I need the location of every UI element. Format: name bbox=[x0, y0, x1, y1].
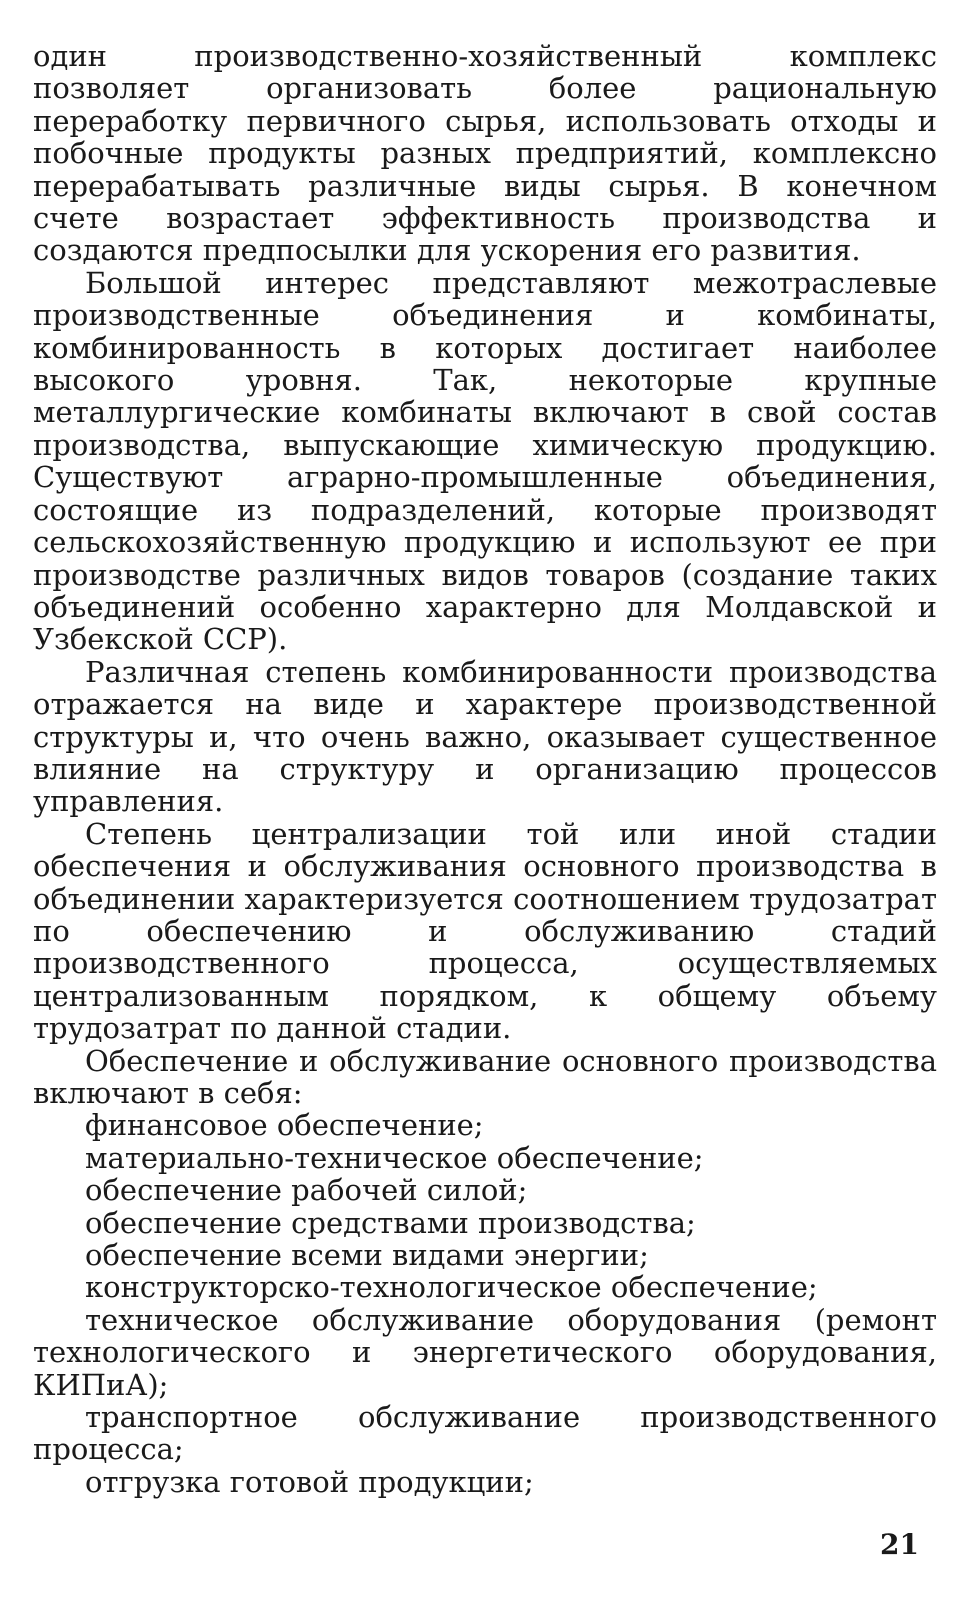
list-item: обеспечение средствами производства; bbox=[85, 1205, 696, 1240]
page-number: 21 bbox=[880, 1528, 919, 1561]
list-item: финансовое обеспечение; bbox=[85, 1108, 484, 1143]
list-item: обеспечение рабочей силой; bbox=[85, 1173, 528, 1208]
list-item: материально-техническое обеспечение; bbox=[85, 1140, 704, 1175]
page-body bbox=[33, 40, 937, 1498]
paragraph: один производственно-хозяйственный комплекс позволяет организовать более рациональную переработку первичного сырья, использовать отходы и побочные продукты разных предприятий, комплексно перерабатывать различные виды сырья. В конечном счете возрастает эффективность производства и создаются предпосылки для ускорения его развития. bbox=[33, 39, 937, 268]
paragraph: Обеспечение и обслуживание основного производства включают в себя: bbox=[33, 1043, 937, 1110]
list-item: конструкторско-технологическое обеспечение; bbox=[85, 1270, 818, 1305]
list bbox=[33, 1109, 937, 1498]
paragraph: Большой интерес представляют межотраслевые производственные объединения и комбинаты, комбинированность в которых достигает наиболее высокого уровня. Так, некоторые крупные металлургические комбинаты включают в свой состав производства, выпускающие химическую продукцию. Существуют аграрно-промышленные объединения, состоящие из подразделений, которые производят сельскохозяйственную продукцию и используют ее при производстве различных видов товаров (создание таких объединений особенно характерно для Молдавской и Узбекской ССР). bbox=[33, 265, 937, 657]
paragraph: Различная степень комбинированности производства отражается на виде и характере производственной структуры и, что очень важно, оказывает существенное влияние на структуру и организацию процессов управления. bbox=[33, 654, 937, 819]
list-item: отгрузка готовой продукции; bbox=[85, 1464, 534, 1499]
list-item: техническое обслуживание оборудования (ремонт технологического и энергетического оборудования, КИПиА); bbox=[33, 1302, 937, 1402]
paragraph: Степень централизации той или иной стадии обеспечения и обслуживания основного производства в объединении характеризуется соотношением трудозатрат по обеспечению и обслуживанию стадий производственного процесса, осуществляемых централизованным порядком, к общему объему трудозатрат по данной стадии. bbox=[33, 816, 937, 1046]
list-item: транспортное обслуживание производственного процесса; bbox=[33, 1400, 937, 1467]
list-item: обеспечение всеми видами энергии; bbox=[85, 1238, 649, 1273]
